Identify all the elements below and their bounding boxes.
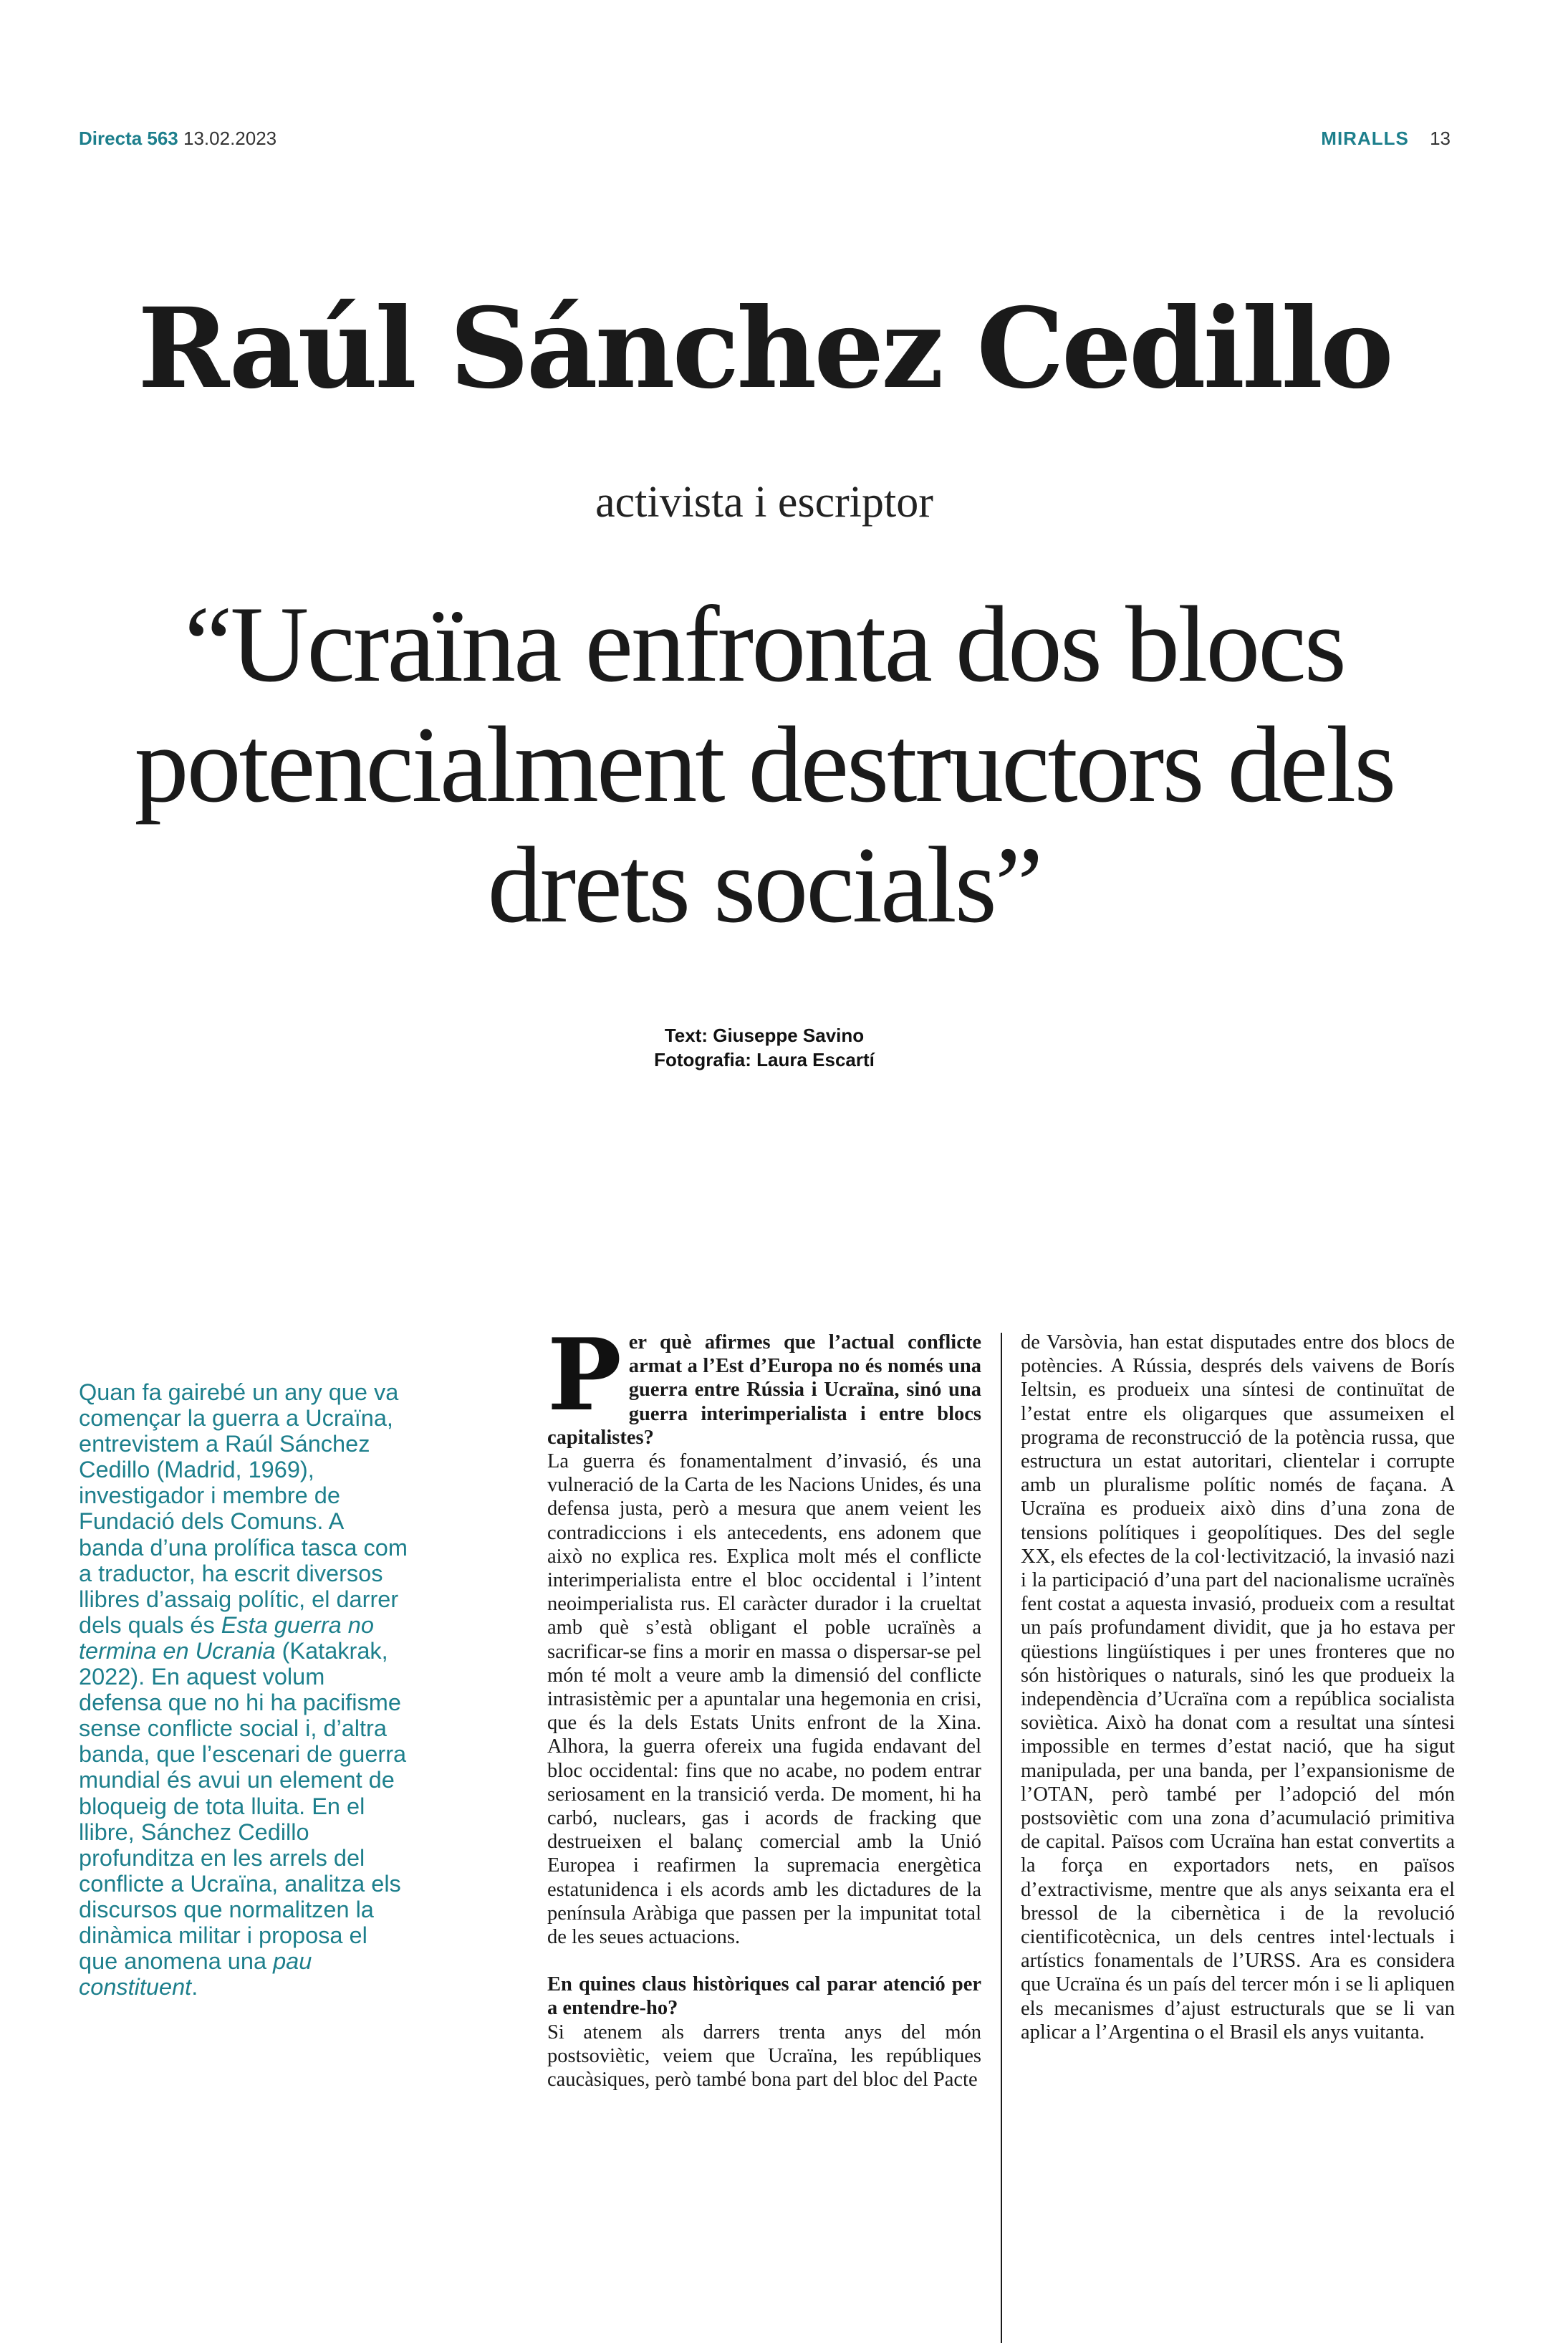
interviewee-role: activista i escriptor [595, 478, 933, 527]
intro-text-1: Quan fa gairebé un any que va començar la guerra a Ucraïna, entrevistem a Raúl Sánchez Cedillo (Madrid, 1969), investigador i membre de Fundació dels Comuns. A banda d’una prolífica tasca com a traductor, ha escrit diversos llibres d’assaig polític, el darrer dels quals és [79, 1379, 408, 1638]
intro-book-title: Esta guerra no termina en Ucrania [79, 1611, 374, 1664]
column-divider [1001, 1333, 1002, 2343]
question-2: En quines claus històriques cal parar atenció per a entendre-ho? [547, 1973, 981, 2020]
page-number: 13 [1430, 128, 1451, 149]
issue-date: 13.02.2023 [183, 128, 277, 149]
answer-1: La guerra és fonamentalment d’invasió, és una vulneració de la Carta de les Nacions Unides, és una defensa justa, però a mesura que anem veient les contradiccions i els antecedents, ens adonem que això no explica res. Explica molt més el conflicte interimperialista entre el bloc occidental i l’intent neoimperialista rus. El caràcter durador i la crueltat amb què s’està obligant el poble ucraïnès a sacrificar-se fins a morir en massa o dispersar-se pel món té molt a veure amb la dimensió del conflicte intrasistèmic per a apuntalar una hegemonia en crisi, que és la dels Estats Units enfront de la Xina. Alhora, la guerra ofereix una fugida endavant del bloc occidental: fins que no acabe, no podem entrar seriosament en la transició verda. De moment, hi ha carbó, nuclears, gas i acords de fracking que destrueixen el balanç comercial amb la Unió Europea i reafirmen la supremacia energètica estatunidenca i els acords amb les dictadures de la península Aràbiga que passen per la impunitat total de les seues actuacions. [547, 1450, 981, 1949]
intro-paragraph [79, 1379, 408, 2000]
credits [0, 1023, 1529, 1072]
headline-quote: “Ucraïna enfronta dos blocs potencialment destructors dels drets socials” [134, 584, 1395, 945]
intro-text-3: . [191, 1974, 198, 2001]
intro-text-2: (Katakrak, 2022). En aquest volum defensa que no hi ha pacifisme sense conflicte social i, d’altra banda, que l’escenari de guerra mundial és avui un element de bloqueig de tota lluita. En el llibre, Sánchez Cedillo profunditza en les arrels del conflicte a Ucraïna, analitza els discursos que normalitzen la dinàmica militar i proposa el que anomena una [79, 1637, 407, 1975]
interviewee-name: Raúl Sánchez Cedillo [138, 284, 1391, 413]
page-header-right [1321, 128, 1451, 150]
article-column-2 [547, 1316, 981, 2092]
drop-cap: P [547, 1316, 622, 1433]
question-1 [547, 1316, 981, 1450]
question-1-text: er què afirmes que l’actual conflicte armat a l’Est d’Europa no és només una guerra entre Rússia i Ucraïna, sinó una guerra interimperialista i entre blocs capitalistes? [547, 1331, 981, 1449]
credit-text: Text: Giuseppe Savino [664, 1025, 865, 1046]
section-name: MIRALLS [1321, 128, 1409, 149]
answer-2-part-1: Si atenem als darrers trenta anys del món postsoviètic, veiem que Ucraïna, les repúbliques caucàsiques, però també bona part del bloc del Pacte [547, 2021, 981, 2092]
page-header-left [79, 128, 276, 150]
answer-2-part-2: de Varsòvia, han estat disputades entre dos blocs de potències. A Rússia, després dels vaivens de Borís Ieltsin, es produeix una síntesi de continuïtat de l’estat entre els oligarques que assumeixen el programa de reconstrucció de la potència russa, que estructura un estat autoritari, clientelar i corrupte amb un pluralisme polític només de façana. A Ucraïna es produeix això dins d’una zona de tensions polítiques i geopolítiques. Des del segle XX, els efectes de la col·lectivització, la invasió nazi i la participació d’una part del nacionalisme ucraïnès fent costat a aquesta invasió, produeix com a resultat un país profundament dividit, que ja ho estava per qüestions lingüístiques i per unes fronteres que no són històriques o naturals, sinó les que produeix la independència d’Ucraïna com a república socialista soviètica. Això ha donat com a resultat una síntesi impossible en termes d’estat nació, que ha sigut manipulada, per una banda, per l’expansionisme de l’OTAN, però també per l’adopció del món postsoviètic com una zona d’acumulació primitiva de capital. Països com Ucraïna han estat convertits a la força en exportadors nets, en països d’extractivisme, mentre que als anys seixanta era el bressol de la cibernètica i de la revolució cientificotècnica, un dels centres intel·lectuals i artístics fonamentals de l’URSS. Ara es considera que Ucraïna és un país del tercer món i se li apliquen els mecanismes d’ajust estructurals que se li van aplicar a l’Argentina o el Brasil els anys vuitanta. [1021, 1331, 1455, 2043]
intro-concept: pau constituent [79, 1948, 312, 2001]
credit-photo: Fotografia: Laura Escartí [654, 1049, 875, 1070]
article-column-3 [1021, 1331, 1455, 2044]
publication-name: Directa 563 [79, 128, 178, 149]
